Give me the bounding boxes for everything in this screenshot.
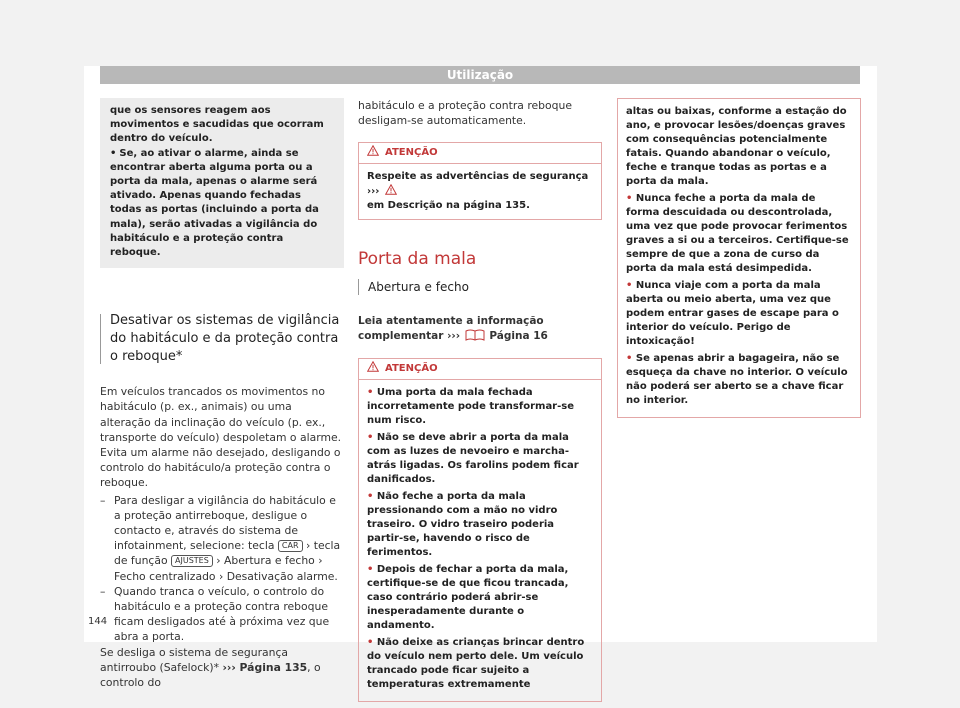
info-box <box>100 98 344 268</box>
page-reference-link[interactable]: Página 16 <box>489 330 548 343</box>
bullet-icon: • <box>110 147 117 159</box>
warning-triangle-icon <box>385 184 397 195</box>
warning-item-text: Nunca feche a porta da mala de forma descuidada ou descontrolada, uma vez que pode provocar ferimentos graves a si ou a terceiros. Certifique-se sempre de que a zona de curso da porta da mala está desimpedida. <box>626 193 849 274</box>
info-box-bullet <box>110 147 334 261</box>
warning-item-text: Uma porta da mala fechada incorretamente pode transformar-se num risco. <box>367 387 575 427</box>
warning-text: Respeite as advertências de segurança ››› <box>367 171 589 198</box>
page-header: Utilização <box>100 66 860 84</box>
bullet-icon: • <box>367 432 377 444</box>
warning-header <box>359 143 601 164</box>
warning-box <box>358 142 602 220</box>
warning-item <box>367 386 593 428</box>
warning-item <box>367 431 593 487</box>
warning-item: altas ou baixas, conforme a estação do ano, e provocar lesões/doenças graves com consequências potencialmente fatais. Quando abandonar o veículo, feche e tranque todas as portas e a porta da mala. <box>626 106 847 187</box>
warning-item-text: Se apenas abrir a bagageira, não se esqueça da chave no interior. O veículo não poderá ser aberto se a chave ficar no interior. <box>626 353 848 406</box>
dash-icon: – <box>100 493 106 507</box>
page-reference-link[interactable]: ››› Página 135 <box>222 660 308 674</box>
warning-body <box>618 99 860 417</box>
paragraph-text: , o controlo do <box>100 660 321 690</box>
column-1 <box>100 98 344 690</box>
section-title: Porta da mala <box>358 249 477 270</box>
warning-item-text: Depois de fechar a porta da mala, certifique-se de que ficou trancada, caso contrário poderá abrir-se inesperadamente durante o andamento. <box>367 564 569 632</box>
warning-body <box>359 380 601 701</box>
warning-title: ATENÇÃO <box>385 363 438 375</box>
warning-item <box>367 490 593 560</box>
paragraph: Em veículos trancados os movimentos no habitáculo (p. ex., animais) ou uma alteração da inclinação do veículo (p. ex., transporte do veículo) despoletam o alarme. Evita um alarme não desejado, desligando o controlo do habitáculo/a proteção contra o reboque. <box>100 385 342 490</box>
section-heading: Desativar os sistemas de vigilância do habitáculo e da proteção contra o reboque* <box>100 312 344 366</box>
intro-text <box>358 314 602 344</box>
bullet-icon: • <box>367 491 377 503</box>
list-item-text: › Abertura e fecho › Fecho centralizado › Desativação alarme. <box>114 554 338 583</box>
warning-box <box>358 358 602 702</box>
bullet-icon: • <box>367 387 377 399</box>
list-item <box>100 584 344 645</box>
warning-item <box>367 563 593 633</box>
info-box-text: que os sensores reagem aos movimentos e sacudidas que ocorram dentro do veículo. <box>110 105 324 145</box>
bullet-icon: • <box>626 280 636 291</box>
dash-icon: – <box>100 584 106 598</box>
subsection-title: Abertura e fecho <box>358 278 602 296</box>
bullet-icon: • <box>626 193 636 204</box>
column-3 <box>617 98 861 418</box>
warning-item <box>626 192 852 276</box>
column-2 <box>358 98 602 702</box>
bullet-icon: • <box>367 637 377 649</box>
intro-text-label: Leia atentamente a informação complementar ››› <box>358 315 544 343</box>
list-item-text: Quando tranca o veículo, o controlo do habitáculo e a proteção contra reboque ficam desligados até à próxima vez que abra a porta. <box>114 584 330 644</box>
warning-box-continued <box>617 98 861 418</box>
paragraph-text: Se desliga o sistema de segurança antirroubo (Safelock)* <box>100 645 289 674</box>
warning-title: ATENÇÃO <box>385 147 438 159</box>
car-key-icon: CAR <box>278 540 303 552</box>
info-box-bullet-text: Se, ao ativar o alarme, ainda se encontrar aberta alguma porta ou a porta da mala, apenas o alarme será ativado. Apenas quando fechadas todas as portas (incluindo a porta da mala), serão ativadas a vigilância do habitáculo e a proteção contra reboque. <box>110 147 319 259</box>
body-text <box>100 384 344 690</box>
warning-triangle-icon <box>367 145 379 156</box>
warning-item-text: Não feche a porta da mala pressionando com a mão no vidro traseiro. O vidro traseiro poderia partir-se, havendo o risco de ferimentos. <box>367 491 558 559</box>
paragraph: habitáculo e a proteção contra reboque desligam-se automaticamente. <box>358 99 572 128</box>
warning-item <box>626 352 852 408</box>
warning-item-text: Nunca viaje com a porta da mala aberta ou meio aberta, uma vez que podem entrar gases de escape para o interior do veículo. Perigo de intoxicação! <box>626 280 839 347</box>
warning-item-text: Não se deve abrir a porta da mala com as luzes de nevoeiro e marcha-atrás ligadas. Os farolins podem ficar danificados. <box>367 432 579 486</box>
warning-page-reference[interactable]: em Descrição na página 135. <box>367 200 530 212</box>
page-number: 144 <box>88 616 108 627</box>
list-item-text: Para desligar a vigilância do habitáculo e a proteção antirreboque, desligue o contacto e, através do sistema de infotainment, selecione: tecla <box>114 493 336 553</box>
warning-body <box>359 164 601 219</box>
warning-item-text: Não deixe as crianças brincar dentro do veículo nem perto dele. Um veículo trancado pode ficar sujeito a temperaturas extremamente <box>367 637 585 691</box>
warning-item <box>367 636 593 692</box>
list-item <box>100 493 344 584</box>
warning-header <box>359 359 601 380</box>
warning-triangle-icon <box>367 361 379 372</box>
list-item-text: › tecla de função <box>114 539 341 568</box>
bullet-icon: • <box>367 564 377 576</box>
paragraph <box>100 645 344 691</box>
ajustes-key-icon: AJUSTES <box>171 555 213 567</box>
bullet-icon: • <box>626 353 636 364</box>
book-icon <box>464 329 486 341</box>
warning-item <box>626 279 852 349</box>
